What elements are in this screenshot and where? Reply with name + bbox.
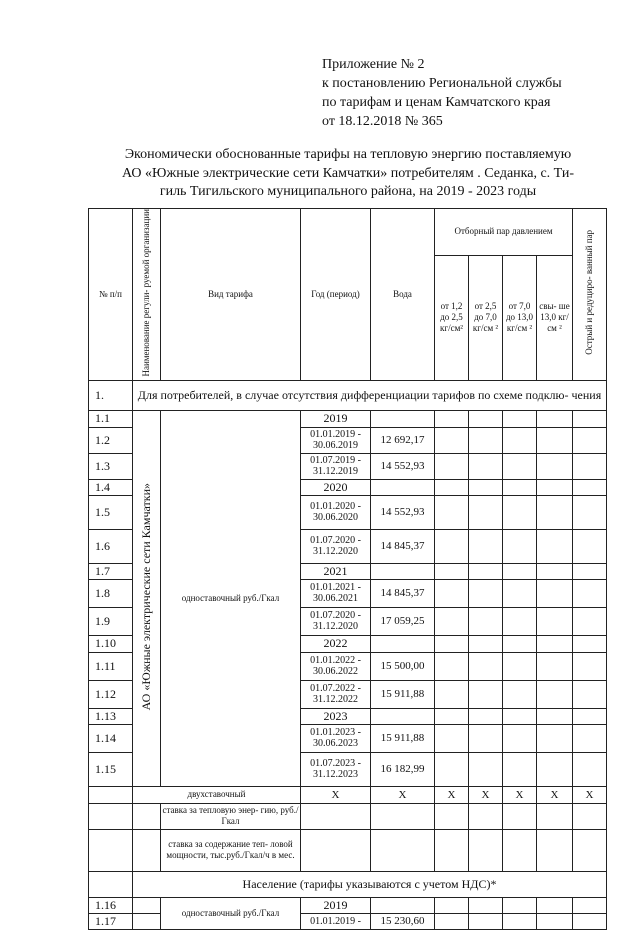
row-num: 1.13 xyxy=(89,708,133,724)
col-period-header: Год (период) xyxy=(301,209,371,381)
row-num: 1.10 xyxy=(89,635,133,652)
row-num: 1.6 xyxy=(89,529,133,563)
empty-cell xyxy=(503,529,537,563)
empty-cell xyxy=(435,495,469,529)
empty-cell xyxy=(537,829,573,871)
empty-cell xyxy=(469,495,503,529)
row-period: 01.01.2020 - 30.06.2020 xyxy=(301,495,371,529)
empty-cell xyxy=(435,708,469,724)
empty-cell xyxy=(537,803,573,829)
empty-cell xyxy=(469,607,503,635)
empty-cell xyxy=(573,708,607,724)
empty-cell xyxy=(503,410,537,427)
empty-cell xyxy=(503,913,537,929)
empty-cell xyxy=(133,803,161,829)
x-cell: X xyxy=(573,786,607,803)
empty-cell xyxy=(435,453,469,479)
empty-cell xyxy=(469,708,503,724)
empty-cell xyxy=(573,495,607,529)
appendix-date: от 18.12.2018 № 365 xyxy=(322,114,443,129)
empty-cell xyxy=(503,752,537,786)
section-1-title: Для потребителей, в случае отсутствия дифференциации тарифов по схеме подклю- чения xyxy=(133,380,607,410)
appendix-header xyxy=(322,55,562,131)
col-p4-header: свы- ше 13,0 кг/см ² xyxy=(537,255,573,380)
empty-cell xyxy=(537,635,573,652)
row-num: 1.17 xyxy=(89,913,133,929)
row-period: 01.01.2022 - 30.06.2022 xyxy=(301,652,371,680)
empty-cell xyxy=(537,479,573,495)
empty-cell xyxy=(573,427,607,453)
empty-cell xyxy=(573,529,607,563)
empty-cell xyxy=(469,529,503,563)
empty-cell xyxy=(503,479,537,495)
appendix-number: Приложение № 2 xyxy=(322,57,425,72)
empty-cell xyxy=(573,897,607,913)
row-num: 1.15 xyxy=(89,752,133,786)
row-water-value: 14 552,93 xyxy=(371,495,435,529)
heat-rate-label: ставка за тепловую энер- гию, руб./Гкал xyxy=(161,803,301,829)
empty-cell xyxy=(503,607,537,635)
title-line-2: АО «Южные электрические сети Камчатки» потребителям . Седанка, с. Ти- xyxy=(121,165,575,181)
section-1-num: 1. xyxy=(89,380,133,410)
row-water-value: 14 845,37 xyxy=(371,579,435,607)
row-water-value: 15 230,60 xyxy=(371,913,435,929)
empty-cell xyxy=(573,680,607,708)
empty-cell xyxy=(573,563,607,579)
empty-cell xyxy=(469,427,503,453)
empty-cell xyxy=(89,786,133,803)
two-rate-label: двухставочный xyxy=(133,786,301,803)
empty-cell xyxy=(435,680,469,708)
empty-cell xyxy=(469,803,503,829)
col-water-header: Вода xyxy=(371,209,435,381)
row-num: 1.7 xyxy=(89,563,133,579)
empty-cell xyxy=(435,410,469,427)
empty-cell xyxy=(469,897,503,913)
row-water-value xyxy=(371,708,435,724)
empty-cell xyxy=(537,752,573,786)
empty-cell xyxy=(435,829,469,871)
row-num: 1.16 xyxy=(89,897,133,913)
row-num: 1.14 xyxy=(89,724,133,752)
empty-cell xyxy=(573,752,607,786)
empty-cell xyxy=(573,607,607,635)
empty-cell xyxy=(503,652,537,680)
col-p1-header: от 1,2 до 2,5 кг/см² xyxy=(435,255,469,380)
empty-cell xyxy=(503,453,537,479)
empty-cell xyxy=(371,803,435,829)
row-water-value: 14 845,37 xyxy=(371,529,435,563)
row-water-value: 14 552,93 xyxy=(371,453,435,479)
row-water-value: 15 500,00 xyxy=(371,652,435,680)
org-name-cell xyxy=(133,410,161,786)
row-period: 01.07.2019 - 31.12.2019 xyxy=(301,453,371,479)
row-water-value xyxy=(371,479,435,495)
col-steam-group-header: Отборный пар давлением xyxy=(435,209,573,256)
single-rate-label-2: одноставочный руб./Гкал xyxy=(161,897,301,929)
row-period: 2022 xyxy=(301,635,371,652)
row-water-value: 12 692,17 xyxy=(371,427,435,453)
empty-cell xyxy=(537,680,573,708)
col-num-header: № п/п xyxy=(89,209,133,381)
appendix-ref-2: по тарифам и ценам Камчатского края xyxy=(322,95,551,110)
single-rate-label: одноставочный руб./Гкал xyxy=(161,410,301,786)
empty-cell xyxy=(435,897,469,913)
row-water-value: 15 911,88 xyxy=(371,680,435,708)
row-num: 1.12 xyxy=(89,680,133,708)
empty-cell xyxy=(469,752,503,786)
row-num: 1.11 xyxy=(89,652,133,680)
power-rate-label: ставка за содержание теп- ловой мощности, тыс.руб./Гкал/ч в мес. xyxy=(161,829,301,871)
population-section-title: Население (тарифы указываются с учетом НДС)* xyxy=(133,871,607,897)
empty-cell xyxy=(503,427,537,453)
row-period: 01.07.2022 - 31.12.2022 xyxy=(301,680,371,708)
row-period: 2021 xyxy=(301,563,371,579)
empty-cell xyxy=(573,635,607,652)
empty-cell xyxy=(537,913,573,929)
empty-cell xyxy=(469,479,503,495)
row-period: 01.01.2019 - 30.06.2019 xyxy=(301,427,371,453)
empty-cell xyxy=(503,724,537,752)
empty-cell xyxy=(89,829,133,871)
row-water-value xyxy=(371,635,435,652)
row-num: 1.9 xyxy=(89,607,133,635)
document-title xyxy=(88,146,608,202)
empty-cell xyxy=(537,495,573,529)
empty-cell xyxy=(469,563,503,579)
empty-cell xyxy=(469,652,503,680)
row-period: 2019 xyxy=(301,410,371,427)
tariff-table xyxy=(88,208,607,930)
row-period: 01.01.2019 - xyxy=(301,913,371,929)
title-line-3: гиль Тигильского муниципального района, на 2019 - 2023 годы xyxy=(159,184,537,199)
empty-cell xyxy=(371,897,435,913)
empty-cell xyxy=(573,913,607,929)
empty-cell xyxy=(469,453,503,479)
row-water-value: 17 059,25 xyxy=(371,607,435,635)
empty-cell xyxy=(435,479,469,495)
empty-cell xyxy=(371,829,435,871)
row-num: 1.1 xyxy=(89,410,133,427)
org-name: АО «Южные электрические сети Камчатки» xyxy=(139,482,153,711)
x-cell: X xyxy=(537,786,573,803)
empty-cell xyxy=(537,607,573,635)
row-period: 01.01.2023 - 30.06.2023 xyxy=(301,724,371,752)
empty-cell xyxy=(435,529,469,563)
empty-cell xyxy=(573,453,607,479)
row-num: 1.4 xyxy=(89,479,133,495)
empty-cell xyxy=(537,563,573,579)
row-num: 1.5 xyxy=(89,495,133,529)
x-cell: X xyxy=(435,786,469,803)
empty-cell xyxy=(133,913,161,929)
row-water-value: 16 182,99 xyxy=(371,752,435,786)
empty-cell xyxy=(537,410,573,427)
empty-cell xyxy=(301,829,371,871)
empty-cell xyxy=(573,724,607,752)
empty-cell xyxy=(469,724,503,752)
row-num: 1.8 xyxy=(89,579,133,607)
row-period: 2020 xyxy=(301,479,371,495)
empty-cell xyxy=(435,563,469,579)
empty-cell xyxy=(503,495,537,529)
empty-cell xyxy=(301,803,371,829)
row-water-value xyxy=(371,410,435,427)
empty-cell xyxy=(435,913,469,929)
row-num: 1.2 xyxy=(89,427,133,453)
empty-cell xyxy=(503,635,537,652)
empty-cell xyxy=(435,752,469,786)
x-cell: X xyxy=(301,786,371,803)
empty-cell xyxy=(435,635,469,652)
empty-cell xyxy=(435,652,469,680)
empty-cell xyxy=(537,708,573,724)
empty-cell xyxy=(503,680,537,708)
empty-cell xyxy=(133,829,161,871)
row-period: 01.07.2020 - 31.12.2020 xyxy=(301,529,371,563)
empty-cell xyxy=(503,803,537,829)
empty-cell xyxy=(537,579,573,607)
empty-cell xyxy=(503,897,537,913)
empty-cell xyxy=(89,803,133,829)
empty-cell xyxy=(469,680,503,708)
empty-cell xyxy=(537,529,573,563)
row-water-value: 15 911,88 xyxy=(371,724,435,752)
empty-cell xyxy=(573,479,607,495)
empty-cell xyxy=(537,453,573,479)
col-sharp-label: Острый и редуциро- ванный пар xyxy=(584,230,595,356)
empty-cell xyxy=(573,410,607,427)
empty-cell xyxy=(503,563,537,579)
empty-cell xyxy=(573,652,607,680)
empty-cell xyxy=(133,897,161,913)
col-kind-header: Вид тарифа xyxy=(161,209,301,381)
col-sharp-header xyxy=(573,209,607,381)
empty-cell xyxy=(573,579,607,607)
empty-cell xyxy=(503,829,537,871)
empty-cell xyxy=(503,708,537,724)
x-cell: X xyxy=(469,786,503,803)
appendix-ref-1: к постановлению Региональной службы xyxy=(322,76,562,91)
empty-cell xyxy=(469,829,503,871)
empty-cell xyxy=(573,803,607,829)
row-num: 1.3 xyxy=(89,453,133,479)
empty-cell xyxy=(537,427,573,453)
empty-cell xyxy=(435,427,469,453)
row-period: 2023 xyxy=(301,708,371,724)
title-line-1: Экономически обоснованные тарифы на тепловую энергию поставляемую xyxy=(124,147,572,162)
empty-cell xyxy=(469,410,503,427)
empty-cell xyxy=(435,803,469,829)
col-p2-header: от 2,5 до 7,0 кг/см ² xyxy=(469,255,503,380)
row-water-value xyxy=(371,563,435,579)
empty-cell xyxy=(435,607,469,635)
x-cell: X xyxy=(371,786,435,803)
empty-cell xyxy=(469,579,503,607)
empty-cell xyxy=(537,724,573,752)
empty-cell xyxy=(469,635,503,652)
empty-cell xyxy=(435,579,469,607)
empty-cell xyxy=(469,913,503,929)
empty-cell xyxy=(537,652,573,680)
row-period: 01.07.2023 - 31.12.2023 xyxy=(301,752,371,786)
empty-cell xyxy=(537,897,573,913)
row-period: 2019 xyxy=(301,897,371,913)
col-org-label: Наименование регули- руемой организации xyxy=(141,209,151,377)
col-p3-header: от 7,0 до 13,0 кг/см ² xyxy=(503,255,537,380)
row-period: 01.01.2021 - 30.06.2021 xyxy=(301,579,371,607)
empty-cell xyxy=(435,724,469,752)
empty-cell xyxy=(503,579,537,607)
row-period: 01.07.2020 - 31.12.2020 xyxy=(301,607,371,635)
col-org-header xyxy=(133,209,161,381)
empty-cell xyxy=(573,829,607,871)
empty-cell xyxy=(89,871,133,897)
x-cell: X xyxy=(503,786,537,803)
